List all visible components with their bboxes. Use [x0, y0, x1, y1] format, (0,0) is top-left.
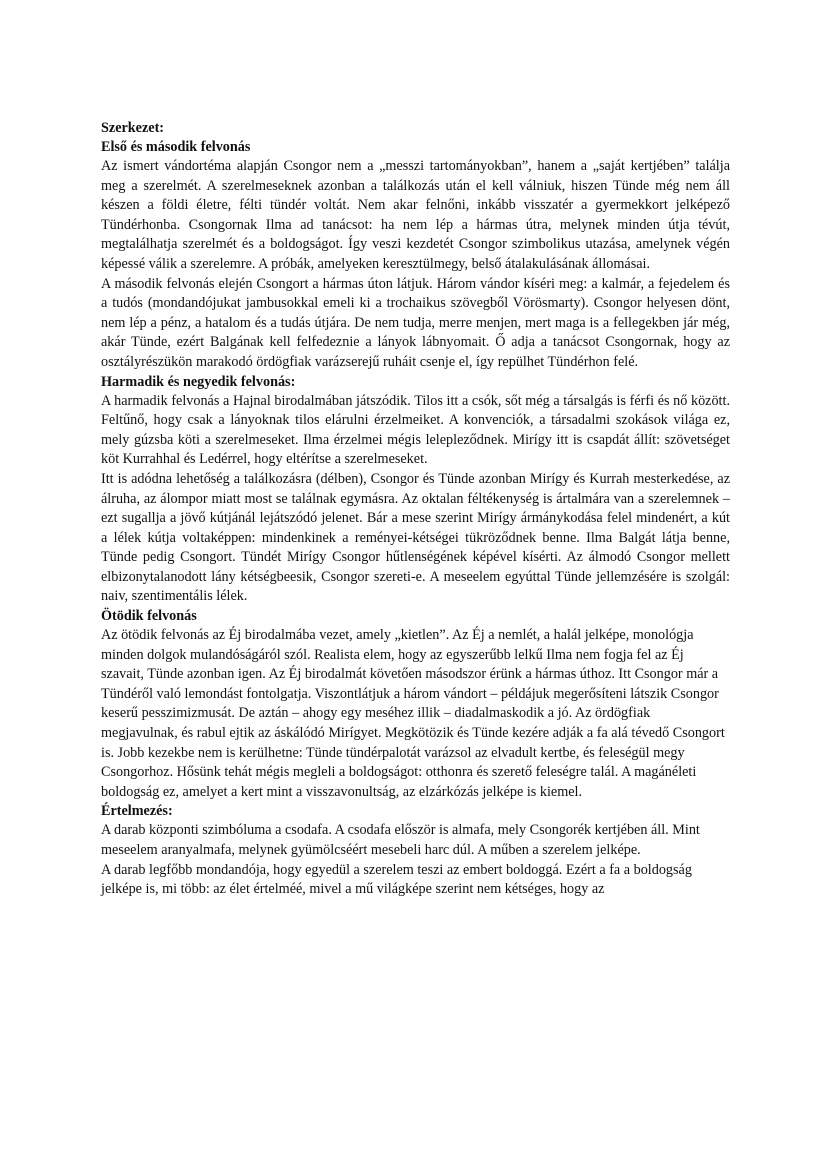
section-heading-acts-3-4: Harmadik és negyedik felvonás: [101, 373, 296, 390]
section-heading-interpretation: Értelmezés: [101, 803, 173, 820]
section-heading-act-5: Ötödik felvonás [101, 608, 197, 625]
paragraph-act-5: Az ötödik felvonás az Éj birodalmába vezet, amely „kietlen”. Az Éj a nemlét, a halál jelképe, monológja minden dolgok mulandóságáról szól. Realista elem, hogy az egyszerűbb lelkű Ilma nem fogja fel az Éj szavait, Tünde azonban igen. Az Éj birodalmát követően másodszor érünk a hármas úthoz. Itt Csongor már a Tündéről való lemondást fontolgatja. Viszontlátjuk a három vándort – példájuk megerősíteni látszik Csongor keserű pesszimizmusát. De aztán – ahogy egy meséhez illik – diadalmaskodik a jó. Az ördögfiak megjavulnak, és rabul ejtik az áskálódó Mirígyet. Megkötözik és Tünde kezére adják a fa alá tévedő Csongort is. Jobb kezekbe nem is kerülhetne: Tünde tündérpalotát varázsol az elvadult kertbe, és feleségül megy Csongorhoz. Hősünk tehát mégis megleli a boldogságot: otthonra és szerető feleségre talál. A magánéleti boldogság ez, amelyet a kert mint a visszavonultság, az elzárkózás jelképe is kiemel. [101, 627, 725, 800]
section-heading-acts-1-2: Első és második felvonás [101, 139, 251, 155]
paragraph-interpretation-a: A darab központi szimbóluma a csodafa. A csodafa először is almafa, mely Csongorék kertjében áll. Mint meseelem aranyalmafa, melynek gyümölcséért mesebeli harc dúl. A műben a szerelem jelképe. [101, 822, 700, 858]
paragraph-acts-3-4-a: A harmadik felvonás a Hajnal birodalmában játszódik. Tilos itt a csók, sőt még a társalgás is férfi és nő között. Feltűnő, hogy csak a lányoknak tilos elárulni érzelmeiket. A konvenciók, a társadalmi szokások világa ez, mely gúzsba köti a szerelmeseket. Ilma érzelmei mégis lelepleződnek. Mirígy itt is csapdát állít: szövetséget köt Kurrahhal és Ledérrel, hogy eltérítse a szerelmeseket. [101, 392, 730, 468]
document-title: Szerkezet: [101, 120, 165, 136]
paragraph-acts-1-2-a: Az ismert vándortéma alapján Csongor nem a „messzi tartományokban”, hanem a „saját kertjében” találja meg a szerelmét. A szerelmeseknek azonban a találkozás után el kell válniuk, hiszen Tünde még nem áll készen a földi életre, félti tündér voltát. Nem akar felnőni, inkább visszatér a gyermekkort jelképező Tündérhonba. Csongornak Ilma ad tanácsot: ha nem lép a hármas útra, melynek minden útja tévút, megtalálhatja szerelmét és a boldogságot. Így veszi kezdetét Csongor szimbolikus utazása, amelynek végén képessé válik a szerelemre. A próbák, amelyeken keresztülmegy, belső átalakulásának állomásai. [101, 158, 730, 272]
paragraph-acts-1-2-b: A második felvonás elején Csongort a hármas úton látjuk. Három vándor kíséri meg: a kalmár, a fejedelem és a tudós (mondandójukat jambusokkal emeli ki a trochaikus szövegből Vörösmarty). Csongor helyesen dönt, nem lép a pénz, a hatalom és a tudás útjára. De nem tudja, merre menjen, mert maga is a fellegekben jár még, akár Tünde, ezért Balgának kell felfedeznie a lányok lábnyomait. Ő adja a tanácsot Csongornak, hogy az osztályrészükön marakodó ördögfiak varázserejű ruháit csenje el, így repülhet Tündérhon felé. [101, 275, 730, 370]
paragraph-interpretation-b: A darab legfőbb mondandója, hogy egyedül a szerelem teszi az embert boldoggá. Ezért a fa a boldogság jelképe is, mi több: az élet értelméé, mivel a mű világképe szerint nem kétséges, hogy az [101, 861, 692, 898]
paragraph-acts-3-4-b: Itt is adódna lehetőség a találkozásra (délben), Csongor és Tünde azonban Mirígy és Kurrah mesterkedése, az álruha, az álompor miatt most se találnak egymásra. Az oktalan féltékenység is ártalmára van a szerelemnek – ezt sugallja a jövő kútjánál lejátszódó jelenet. Bár a mese szerint Mirígy ármánykodása felel mindenért, a kút a lélek kútja voltaképpen: mindenkinek a reményei-kétségei tükröződnek benne. Ilma Balgát látja benne, Tünde pedig Csongort. Tündét Mirígy Csongor hűtlenségének képével kísérti. Az álmodó Csongor mellett elbizonytalanodott lány kétségbeesik, Csongor szereti-e. A meseelem egyúttal Tünde jellemzésére is szolgál: naiv, szentimentális lélek. [101, 470, 730, 605]
